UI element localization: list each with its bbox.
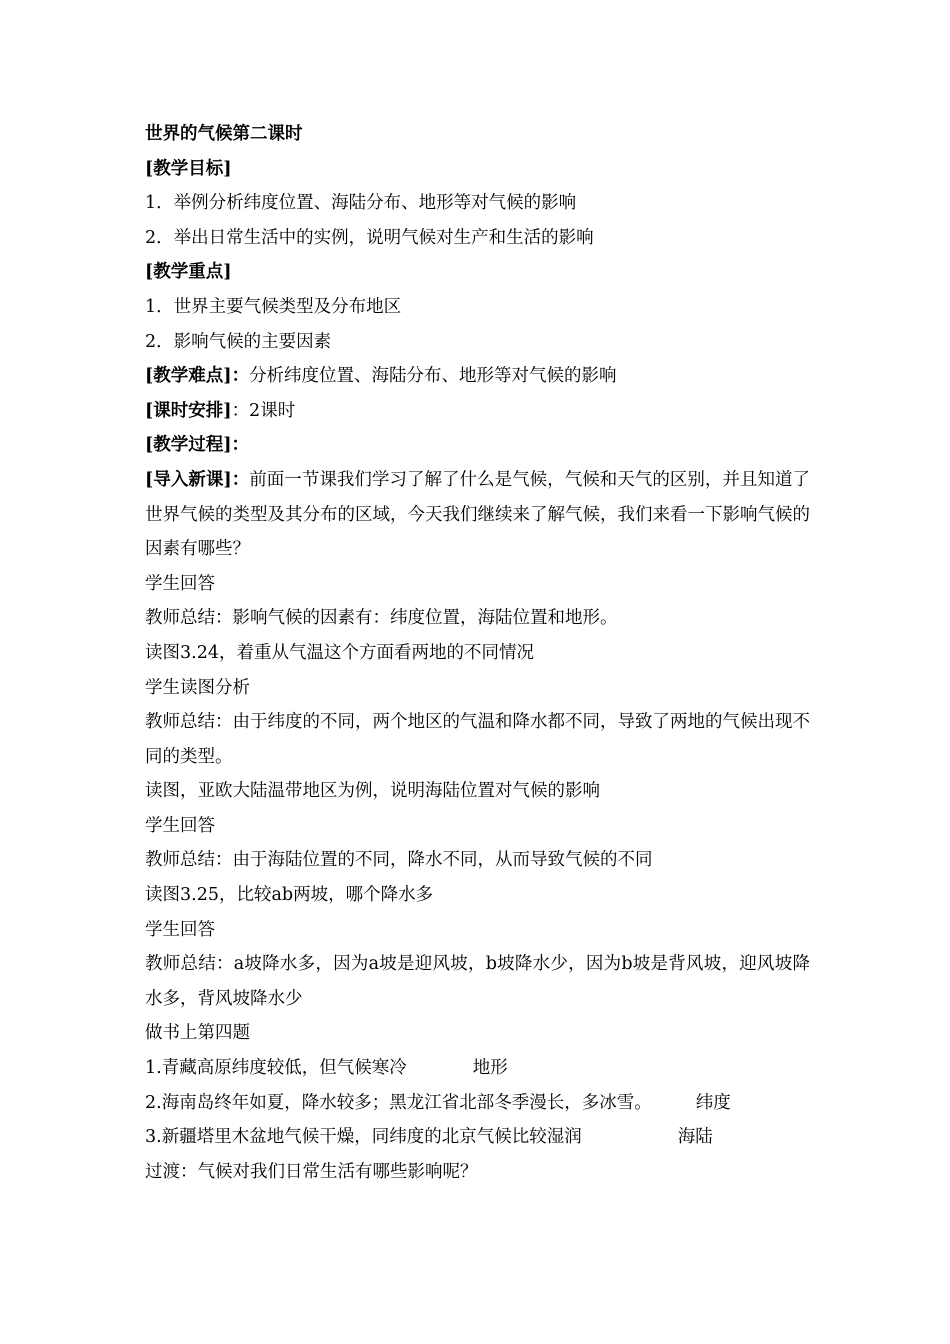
body-line: 读图3.25，比较ab两坡，哪个降水多 <box>145 885 434 906</box>
intro-paragraph <box>145 463 810 567</box>
schedule-line <box>145 394 810 429</box>
body-line: 教师总结：由于海陆位置的不同，降水不同，从而导致气候的不同 <box>145 850 653 871</box>
body-line: 读图，亚欧大陆温带地区为例，说明海陆位置对气候的影响 <box>145 781 600 802</box>
exercise-question: 2.海南岛终年如夏，降水较多；黑龙江省北部冬季漫长，多冰雪。 <box>145 1092 652 1113</box>
difficulty-line <box>145 359 810 394</box>
difficulty-colon: ： <box>231 366 250 387</box>
exercise-question: 1.青藏高原纬度较低，但气候寒冷 <box>145 1058 407 1079</box>
intro-colon: ： <box>231 469 250 490</box>
body-line: 教师总结：影响气候的因素有：纬度位置，海陆位置和地形。 <box>145 608 618 629</box>
schedule-label: [课时安排] <box>145 400 232 421</box>
objective-item: 1．举例分析纬度位置、海陆分布、地形等对气候的影响 <box>145 193 577 214</box>
document-title: 世界的气候第二课时 <box>145 124 303 144</box>
objective-item: 2．举出日常生活中的实例，说明气候对生产和生活的影响 <box>145 227 594 248</box>
body-line: 学生回答 <box>145 573 215 594</box>
exercise-question: 3.新疆塔里木盆地气候干燥，同纬度的北京气候比较湿润 <box>145 1127 582 1148</box>
summary-paragraph <box>145 947 810 1016</box>
summary-paragraph <box>145 705 810 774</box>
exercise-item <box>145 1086 810 1121</box>
objectives-heading: [教学目标] <box>145 158 232 179</box>
exercise-answer: 地形 <box>472 1058 508 1079</box>
body-line: 学生回答 <box>145 919 215 940</box>
intro-label: [导入新课] <box>145 469 232 490</box>
process-heading: [教学过程]： <box>145 435 250 456</box>
key-point-item: 2．影响气候的主要因素 <box>145 331 332 352</box>
intro-text: 前面一节课我们学习了解了什么是气候，气候和天气的区别，并且知道了世界气候的类型及其分布的区域，今天我们继续来了解气候，我们来看一下影响气候的因素有哪些？ <box>145 469 811 560</box>
transition-line: 过渡：气候对我们日常生活有哪些影响呢？ <box>145 1161 478 1182</box>
document-page <box>145 117 810 1189</box>
body-line: 学生读图分析 <box>145 677 250 698</box>
summary-text: 教师总结：a坡降水多，因为a坡是迎风坡，b坡降水少，因为b坡是背风坡，迎风坡降水多，背风坡降水少 <box>145 954 810 1009</box>
difficulty-label: [教学难点] <box>145 366 232 387</box>
exercise-answer: 纬度 <box>695 1092 731 1113</box>
difficulty-text: 分析纬度位置、海陆分布、地形等对气候的影响 <box>249 366 617 387</box>
key-point-item: 1．世界主要气候类型及分布地区 <box>145 296 402 317</box>
exercise-item <box>145 1120 810 1155</box>
body-line: 读图3.24，着重从气温这个方面看两地的不同情况 <box>145 642 534 663</box>
key-points-heading: [教学重点] <box>145 262 232 283</box>
body-line: 学生回答 <box>145 815 215 836</box>
summary-text: 教师总结：由于纬度的不同，两个地区的气温和降水都不同，导致了两地的气候出现不同的类型。 <box>145 712 810 767</box>
exercise-item <box>145 1051 810 1086</box>
schedule-text: ：2课时 <box>231 400 296 421</box>
exercise-answer: 海陆 <box>677 1127 713 1148</box>
exercise-heading: 做书上第四题 <box>145 1023 250 1044</box>
